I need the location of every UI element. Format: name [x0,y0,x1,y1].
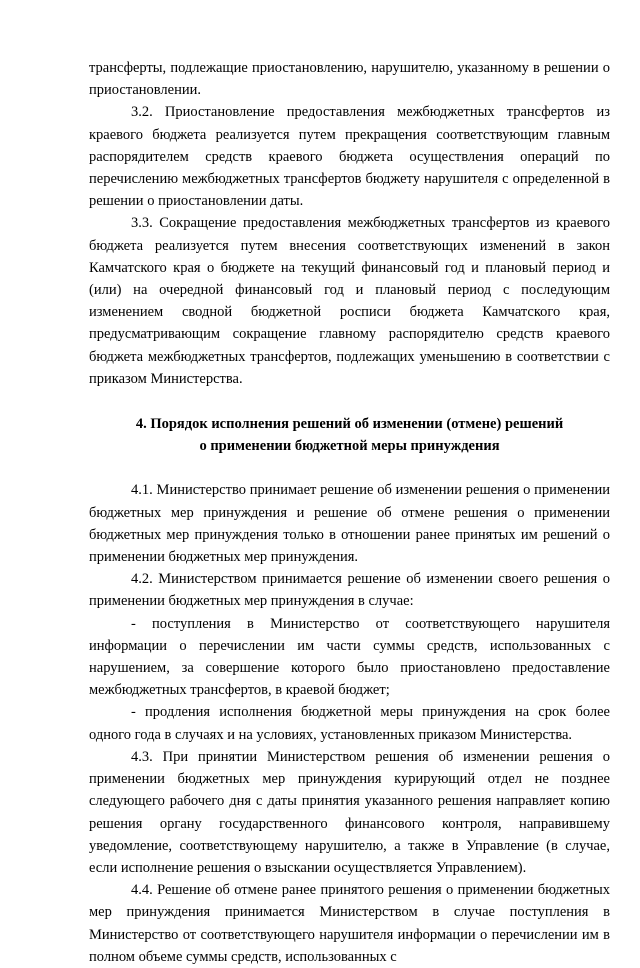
paragraph-3-2: 3.2. Приостановление предоставления межбюджетных трансфертов из краевого бюджета реализуется путем прекращения соответствующим главным распорядителем средств краевого бюджета осуществления операций по перечислению межбюджетных трансфертов бюджету нарушителя с определенной в решении о приостановлении даты. [89,104,610,210]
section-heading-line-1: 4. Порядок исполнения решений об изменении (отмене) решений [135,416,564,433]
list-item-extension: - продления исполнения бюджетной меры принуждения на срок более одного года в случаях и на условиях, установленных приказом Министерства. [89,704,610,743]
paragraph-4-2: 4.2. Министерством принимается решение об изменении своего решения о применении бюджетных мер принуждения в случае: [89,571,610,610]
paragraph-continuation: трансферты, подлежащие приостановлению, нарушителю, указанному в решении о приостановлении. [89,60,610,99]
paragraph-3-3: 3.3. Сокращение предоставления межбюджетных трансфертов из краевого бюджета реализуется путем внесения соответствующих изменений в закон Камчатского края о бюджете на текущий финансовый год и плановый период и (или) на очередной финансовый год и плановый период с последующим изменением сводной бюджетной росписи бюджета Камчатского края, предусматривающим сокращение главному распорядителю средств краевого бюджета межбюджетных трансфертов, подлежащих уменьшению в соответствии с приказом Министерства. [89,215,610,387]
paragraph-4-1: 4.1. Министерство принимает решение об изменении решения о применении бюджетных мер принуждения и решение об отмене решения о применении бюджетных мер принуждения только в отношении ранее принятых им решений о применении бюджетных мер принуждения. [89,482,610,566]
document-body [89,57,610,968]
list-item-receipt: - поступления в Министерство от соответствующего нарушителя информации о перечислении им части суммы средств, использованных с нарушением, за совершение которого было приостановлено предоставление межбюджетных трансфертов, в краевой бюджет; [89,615,610,699]
paragraph-4-3: 4.3. При принятии Министерством решения об изменении решения о применении бюджетных мер принуждения курирующий отдел не позднее следующего рабочего дня с даты принятия указанного решения направляет копию решения органу государственного финансового контроля, направившему уведомление, соответствующему нарушителю, а также в Управление (в случае, если исполнение решения о взыскании осуществляется Управлением). [89,748,610,876]
section-heading [89,413,610,457]
paragraph-4-4: 4.4. Решение об отмене ранее принятого решения о применении бюджетных мер принуждения принимается Министерством в случае поступления в Министерство от соответствующего нарушителя информации о перечислении им в полном объеме суммы средств, использованных с [89,882,610,965]
section-heading-line-2: о применении бюджетной меры принуждения [199,438,500,455]
